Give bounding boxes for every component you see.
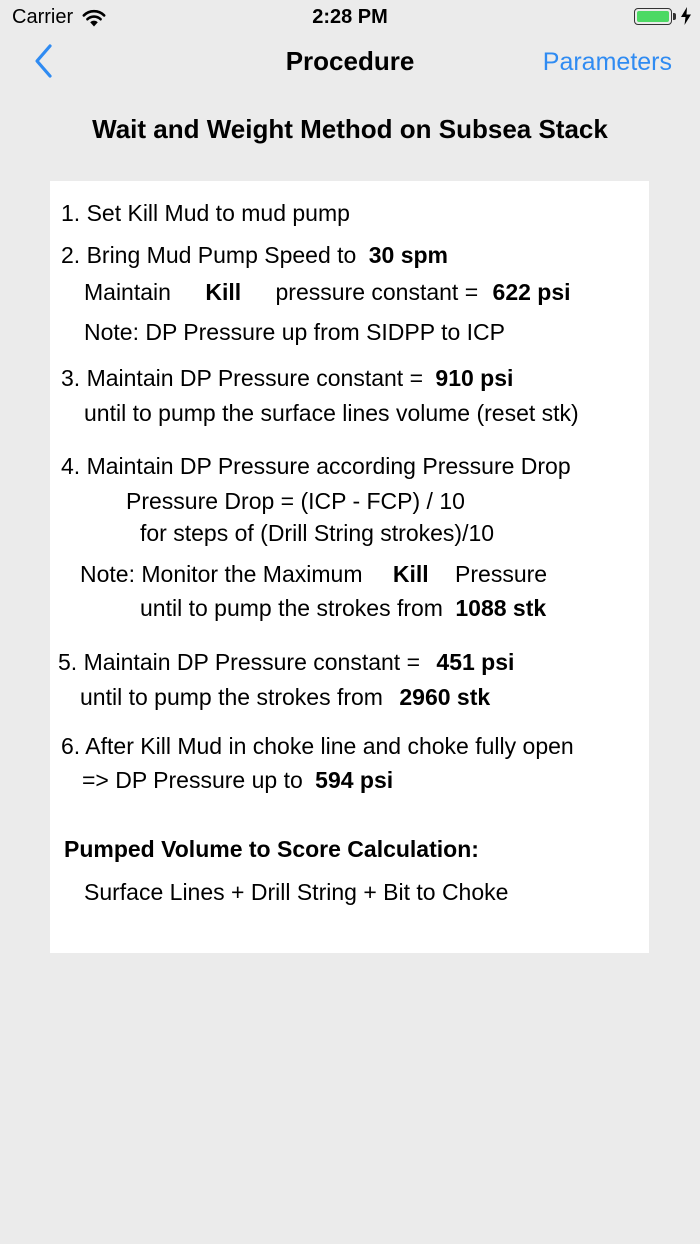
kill-label: Kill — [205, 279, 242, 305]
pump-speed-value: 30 spm — [368, 242, 448, 268]
step-6-sub — [82, 766, 393, 794]
status-time: 2:28 PM — [312, 6, 388, 28]
nav-title: Procedure — [285, 46, 415, 76]
pumped-volume-formula: Surface Lines + Drill String + Bit to Choke — [84, 879, 509, 905]
battery-cap — [673, 13, 676, 20]
step-1: 1. Set Kill Mud to mud pump — [61, 200, 350, 226]
step-4-note — [80, 560, 547, 588]
dp-pressure-up-label: => DP Pressure up to — [82, 767, 303, 793]
step-4: 4. Maintain DP Pressure according Pressure Drop — [61, 453, 571, 479]
charging-bolt-icon — [680, 7, 692, 25]
step-6: 6. After Kill Mud in choke line and choke fully open — [61, 733, 574, 759]
maintain-label: Maintain — [84, 279, 171, 305]
step-3-pressure-value: 910 psi — [435, 365, 514, 391]
kill-label: Kill — [392, 561, 429, 587]
step-5-until — [80, 683, 490, 711]
until-strokes-label: until to pump the strokes from — [80, 684, 383, 710]
step-4-strokes-value: 1088 stk — [455, 595, 547, 621]
step-5 — [58, 648, 514, 676]
procedure-card — [50, 181, 649, 953]
battery-indicator — [634, 7, 692, 25]
step-5-text: 5. Maintain DP Pressure constant = — [58, 649, 421, 675]
carrier-label: Carrier — [12, 6, 74, 28]
navigation-bar — [0, 36, 700, 88]
step-5-pressure-value: 451 psi — [436, 649, 515, 675]
step-2-maintain — [84, 278, 571, 306]
monitor-note-label: Note: Monitor the Maximum — [80, 561, 363, 587]
step-2 — [61, 241, 448, 269]
steps-of-text: for steps of (Drill String strokes)/10 — [140, 520, 495, 546]
status-bar — [0, 0, 700, 36]
battery-fill — [637, 11, 669, 22]
kill-pressure-value: 622 psi — [492, 279, 571, 305]
pressure-constant-label: pressure constant = — [275, 279, 479, 305]
page-title: Wait and Weight Method on Subsea Stack — [92, 114, 608, 144]
step-6-pressure-value: 594 psi — [315, 767, 394, 793]
pressure-drop-formula: Pressure Drop = (ICP - FCP) / 10 — [126, 488, 465, 514]
step-2-note: Note: DP Pressure up from SIDPP to ICP — [84, 319, 505, 345]
battery-icon — [634, 8, 672, 25]
step-3 — [61, 364, 513, 392]
step-3-text: 3. Maintain DP Pressure constant = — [61, 365, 424, 391]
step-3-sub: until to pump the surface lines volume (reset stk) — [84, 400, 579, 426]
until-strokes-label: until to pump the strokes from — [140, 595, 443, 621]
step-4-until — [140, 594, 546, 622]
parameters-button[interactable]: Parameters — [542, 48, 672, 76]
pumped-volume-title: Pumped Volume to Score Calculation: — [64, 836, 479, 862]
step-5-strokes-value: 2960 stk — [399, 684, 491, 710]
pressure-word: Pressure — [455, 561, 548, 587]
step-2-text: 2. Bring Mud Pump Speed to — [61, 242, 357, 268]
